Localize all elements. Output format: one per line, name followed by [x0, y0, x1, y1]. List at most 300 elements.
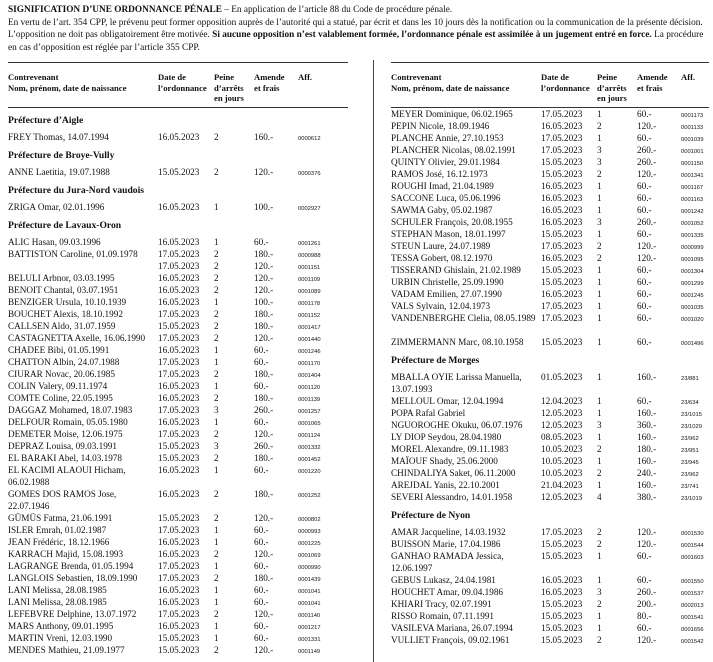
cell-date: 16.05.2023 [158, 345, 200, 355]
cell-peine: 3 [597, 217, 602, 227]
intro-subtitle: – En application de l’article 88 du Code de procédure pénale. [221, 5, 453, 15]
table-row [8, 512, 348, 524]
cell-date: 16.05.2023 [158, 237, 200, 247]
table-row [8, 572, 348, 584]
cell-amende: 260.- [637, 157, 657, 167]
cell-amende: 60.- [637, 623, 652, 633]
cell-aff: 0001541 [681, 615, 704, 621]
cell-amende: 60.- [254, 585, 269, 595]
cell-peine: 1 [214, 345, 219, 355]
cell-peine: 2 [214, 513, 219, 523]
cell-peine: 2 [597, 121, 602, 131]
cell-amende: 180.- [254, 309, 274, 319]
cell-peine: 2 [597, 169, 602, 179]
cell-name: AREJDAL Yanis, 22.10.2001 [391, 480, 500, 490]
table-row [391, 610, 709, 622]
cell-name: SACCONE Luca, 05.06.1996 [391, 193, 501, 203]
cell-aff: 0001542 [681, 639, 704, 645]
table-row [8, 416, 348, 428]
cell-date: 16.05.2023 [158, 489, 200, 499]
cell-amende: 60.- [637, 575, 652, 585]
cell-aff: 23/634 [681, 400, 699, 406]
cell-date: 15.05.2023 [541, 169, 583, 179]
cell-aff: 0001341 [681, 173, 704, 179]
cell-date: 17.05.2023 [158, 261, 200, 271]
cell-name: GEBUS Lukasz, 24.04.1981 [391, 575, 496, 585]
cell-peine: 2 [214, 249, 219, 259]
cell-amende: 120.- [254, 167, 274, 177]
table-row [8, 356, 348, 368]
header-peine: Peine d’arrêts en jours [597, 72, 627, 103]
cell-aff: 0001095 [681, 257, 704, 263]
cell-peine: 2 [214, 645, 219, 655]
table-row [391, 407, 709, 419]
table-header [8, 62, 348, 108]
cell-aff: 0001225 [298, 541, 321, 547]
table-row [8, 488, 348, 512]
cell-date: 17.05.2023 [158, 249, 200, 259]
cell-name: DAGGAZ Mohamed, 18.07.1983 [8, 405, 133, 415]
cell-aff: 0000999 [681, 245, 704, 251]
cell-date: 10.05.2023 [541, 444, 583, 454]
table-row [391, 108, 709, 120]
cell-name: MBALLA OYIE Larissa Manuella, 13.07.1993 [391, 372, 522, 394]
cell-peine: 1 [597, 109, 602, 119]
cell-amende: 120.- [254, 285, 274, 295]
cell-date: 17.05.2023 [158, 405, 200, 415]
cell-amende: 260.- [637, 587, 657, 597]
cell-amende: 120.- [254, 645, 274, 655]
table-row [391, 538, 709, 550]
cell-peine: 2 [597, 444, 602, 454]
cell-name: BENZIGER Ursula, 10.10.1939 [8, 297, 127, 307]
cell-name: KHIARI Tracy, 02.07.1991 [391, 599, 492, 609]
cell-peine: 2 [214, 167, 219, 177]
cell-aff: 0001001 [681, 149, 704, 155]
cell-amende: 80.- [637, 611, 652, 621]
cell-amende: 160.- [637, 456, 657, 466]
cell-peine: 2 [214, 333, 219, 343]
table-row [8, 584, 348, 596]
cell-amende: 160.- [637, 432, 657, 442]
header-aff: Aff. [298, 72, 313, 82]
cell-peine: 1 [597, 229, 602, 239]
cell-date: 16.05.2023 [158, 465, 200, 475]
cell-name: KARRACH Majid, 15.08.1993 [8, 549, 124, 559]
cell-aff: 0000990 [298, 565, 321, 571]
cell-date: 16.05.2023 [541, 253, 583, 263]
cell-name: LANI Melissa, 28.08.1985 [8, 597, 107, 607]
cell-name: LAGRANGE Brenda, 01.05.1994 [8, 561, 134, 571]
cell-aff: 0001039 [681, 137, 704, 143]
header-date: Date de l’ordonnance [158, 72, 207, 93]
cell-peine: 1 [214, 237, 219, 247]
table-row [8, 284, 348, 296]
cell-date: 21.04.2023 [541, 480, 583, 490]
cell-peine: 2 [597, 253, 602, 263]
cell-name: COLIN Valery, 09.11.1974 [8, 381, 108, 391]
cell-peine: 1 [214, 621, 219, 631]
table-row [391, 300, 709, 312]
cell-date: 16.05.2023 [541, 181, 583, 191]
table-row [391, 168, 709, 180]
cell-name: JEAN Frédéric, 18.12.1966 [8, 537, 110, 547]
cell-amende: 260.- [637, 217, 657, 227]
cell-peine: 1 [597, 313, 602, 323]
cell-name: DEMETER Moise, 12.06.1975 [8, 429, 123, 439]
cell-amende: 120.- [254, 429, 274, 439]
cell-date: 16.05.2023 [158, 393, 200, 403]
table-row [8, 644, 348, 656]
cell-name: ANNE Laetitia, 19.07.1988 [8, 167, 110, 177]
header-peine: Peine d’arrêts en jours [214, 72, 244, 103]
table-row [391, 252, 709, 264]
cell-aff: 0001124 [298, 433, 321, 439]
cell-peine: 3 [214, 405, 219, 415]
cell-date: 15.05.2023 [158, 441, 200, 451]
cell-name: GANHAO RAMADA Jessica, 12.06.1997 [391, 551, 504, 573]
intro-bold-text: Si aucune opposition n’est valablement formée, l’ordonnance pénale est assimilée à un jugement entré en force. [212, 30, 652, 41]
cell-aff: 23/962 [681, 472, 699, 478]
table-row [391, 192, 709, 204]
cell-peine: 1 [597, 133, 602, 143]
cell-date: 16.05.2023 [158, 381, 200, 391]
cell-peine: 1 [597, 611, 602, 621]
cell-name: TESSA Gobert, 08.12.1970 [391, 253, 493, 263]
cell-amende: 60.- [254, 633, 269, 643]
intro-paragraph [8, 4, 704, 54]
cell-date: 15.05.2023 [158, 633, 200, 643]
cell-aff: 0001041 [298, 589, 321, 595]
table-row [8, 272, 348, 284]
prefecture-heading: Préfecture de Morges [391, 355, 480, 366]
cell-amende: 60.- [254, 465, 269, 475]
cell-peine: 1 [597, 337, 602, 347]
intro-text-end: La procédure en cas d’opposition est réglée par l’article 355 CPP. [8, 30, 704, 53]
table-row [8, 380, 348, 392]
cell-aff: 0001150 [681, 161, 704, 167]
table-row [391, 204, 709, 216]
cell-peine: 1 [597, 480, 602, 490]
cell-date: 10.05.2023 [541, 468, 583, 478]
table-row [391, 180, 709, 192]
cell-amende: 60.- [254, 537, 269, 547]
cell-name: POPA Rafal Gabriel [391, 408, 466, 418]
cell-peine: 1 [214, 633, 219, 643]
cell-name: BOUCHET Alexis, 18.10.1992 [8, 309, 123, 319]
table-row [391, 144, 709, 156]
cell-amende: 160.- [637, 408, 657, 418]
header-amende: Amende et frais [254, 72, 285, 93]
cell-peine: 2 [597, 468, 602, 478]
cell-aff: 0001440 [298, 337, 321, 343]
cell-peine: 2 [214, 453, 219, 463]
cell-amende: 120.- [254, 549, 274, 559]
cell-aff: 0002927 [298, 206, 321, 212]
table-row [391, 491, 709, 503]
cell-peine: 1 [597, 181, 602, 191]
header-name: Contrevenant Nom, prénom, date de naissance [8, 72, 127, 93]
cell-aff: 0001261 [298, 241, 321, 247]
cell-peine: 2 [214, 321, 219, 331]
cell-name: ALIC Hasan, 09.03.1996 [8, 237, 101, 247]
cell-date: 16.05.2023 [158, 285, 200, 295]
header-amende: Amende et frais [637, 72, 668, 93]
cell-aff: 0001152 [298, 313, 321, 319]
cell-amende: 180.- [637, 444, 657, 454]
cell-name: ZRIGA Omar, 02.01.1996 [8, 202, 105, 212]
cell-aff: 0001020 [681, 317, 704, 323]
cell-date: 16.05.2023 [158, 537, 200, 547]
table-row [391, 455, 709, 467]
cell-name: PEPIN Nicole, 18.09.1946 [391, 121, 490, 131]
cell-amende: 60.- [254, 357, 269, 367]
cell-date: 01.05.2023 [541, 372, 583, 382]
cell-aff: 0001163 [681, 197, 704, 203]
table-row [8, 320, 348, 332]
cell-amende: 60.- [254, 345, 269, 355]
cell-aff: 0001167 [681, 185, 704, 191]
cell-amende: 120.- [254, 513, 274, 523]
cell-aff: 0001173 [681, 113, 704, 119]
cell-aff: 0001252 [298, 493, 321, 499]
cell-name: GOMES DOS RAMOS Jose, 22.07.1946 [8, 489, 117, 511]
cell-aff: 0001332 [298, 445, 321, 451]
cell-date: 17.05.2023 [158, 561, 200, 571]
cell-name: TISSERAND Ghislain, 21.02.1989 [391, 265, 521, 275]
cell-name: ROUGHI Imad, 21.04.1989 [391, 181, 494, 191]
cell-peine: 2 [214, 489, 219, 499]
prefecture-heading: Préfecture du Jura-Nord vaudois [8, 185, 144, 196]
cell-name: STEUN Laure, 24.07.1989 [391, 241, 491, 251]
table-row [391, 216, 709, 228]
cell-amende: 120.- [254, 333, 274, 343]
cell-amende: 160.- [637, 480, 657, 490]
cell-peine: 1 [214, 381, 219, 391]
cell-date: 17.05.2023 [158, 609, 200, 619]
table-row [8, 404, 348, 416]
cell-date: 15.05.2023 [541, 635, 583, 645]
cell-name: BENOIT Chantal, 03.07.1951 [8, 285, 119, 295]
cell-peine: 2 [214, 573, 219, 583]
cell-peine: 3 [597, 145, 602, 155]
cell-peine: 1 [214, 357, 219, 367]
cell-aff: 0001304 [681, 269, 704, 275]
cell-date: 17.05.2023 [158, 429, 200, 439]
table-row [391, 419, 709, 431]
cell-peine: 1 [597, 289, 602, 299]
cell-date: 15.05.2023 [541, 623, 583, 633]
cell-date: 12.05.2023 [541, 420, 583, 430]
cell-peine: 2 [597, 599, 602, 609]
cell-name: MARTIN Vreni, 12.03.1990 [8, 633, 113, 643]
cell-aff: 0000802 [298, 517, 321, 523]
cell-amende: 60.- [637, 181, 652, 191]
cell-name: VALS Sylvain, 12.04.1973 [391, 301, 491, 311]
cell-aff: 0001537 [681, 591, 704, 597]
cell-aff: 0000612 [298, 136, 321, 142]
cell-name: NGUOROGHE Okuku, 06.07.1976 [391, 420, 523, 430]
cell-peine: 2 [214, 273, 219, 283]
cell-amende: 60.- [254, 381, 269, 391]
cell-peine: 1 [214, 585, 219, 595]
prefecture-heading: Préfecture de Broye-Vully [8, 150, 115, 161]
table-row [8, 608, 348, 620]
cell-peine: 1 [597, 396, 602, 406]
cell-date: 17.05.2023 [158, 525, 200, 535]
cell-peine: 1 [597, 432, 602, 442]
cell-amende: 100.- [254, 202, 274, 212]
cell-name: LEFEBVRE Delphine, 13.07.1972 [8, 609, 137, 619]
cell-name: VADAM Emilien, 27.07.1990 [391, 289, 502, 299]
cell-peine: 1 [597, 193, 602, 203]
table-row [8, 536, 348, 548]
cell-aff: 0001452 [298, 457, 321, 463]
cell-date: 15.05.2023 [541, 277, 583, 287]
cell-aff: 23/741 [681, 484, 699, 490]
table-row [391, 371, 709, 395]
cell-aff: 23/1029 [681, 424, 702, 430]
cell-name: CIURAR Novac, 20.06.1985 [8, 369, 115, 379]
cell-peine: 1 [597, 551, 602, 561]
cell-aff: 0001331 [298, 637, 321, 643]
table-row [8, 548, 348, 560]
table-row [391, 634, 709, 646]
cell-amende: 60.- [637, 193, 652, 203]
cell-aff: 0001178 [298, 301, 321, 307]
cell-amende: 180.- [254, 249, 274, 259]
header-aff: Aff. [681, 72, 696, 82]
cell-aff: 0001530 [681, 531, 704, 537]
cell-peine: 1 [597, 277, 602, 287]
cell-name: STEPHAN Mason, 18.01.1997 [391, 229, 506, 239]
cell-aff: 0001439 [298, 577, 321, 583]
intro-title: SIGNIFICATION D’UNE ORDONNANCE PÉNALE [8, 5, 222, 15]
table-row [8, 131, 348, 143]
cell-date: 16.05.2023 [158, 297, 200, 307]
cell-aff: 0001299 [681, 281, 704, 287]
cell-name: CALLSEN Aldo, 31.07.1959 [8, 321, 116, 331]
cell-name: CASTAGNETTA Axelle, 16.06.1990 [8, 333, 146, 343]
cell-name: SAWMA Gaby, 05.02.1987 [391, 205, 493, 215]
cell-date: 15.05.2023 [541, 599, 583, 609]
table-row [8, 428, 348, 440]
cell-amende: 60.- [254, 525, 269, 535]
prefecture-heading: Préfecture d’Aigle [8, 115, 84, 126]
cell-name: ZIMMERMANN Marc, 08.10.1958 [391, 337, 524, 347]
cell-name: MEYER Dominique, 06.02.1965 [391, 109, 513, 119]
table-row [8, 464, 348, 488]
cell-peine: 1 [597, 372, 602, 382]
cell-name: QUINTY Olivier, 29.01.1984 [391, 157, 500, 167]
cell-name: ISLER Emrah, 01.02.1987 [8, 525, 107, 535]
table-row [391, 598, 709, 610]
cell-date: 17.05.2023 [158, 357, 200, 367]
cell-date: 15.05.2023 [541, 539, 583, 549]
cell-date: 16.05.2023 [541, 587, 583, 597]
cell-amende: 180.- [254, 453, 274, 463]
cell-aff: 0001257 [298, 409, 321, 415]
cell-aff: 0001404 [298, 373, 321, 379]
cell-amende: 120.- [637, 241, 657, 251]
table-row [8, 296, 348, 308]
cell-aff: 0001149 [298, 649, 321, 655]
cell-aff: 0001109 [298, 277, 321, 283]
cell-amende: 60.- [637, 277, 652, 287]
cell-date: 15.05.2023 [158, 321, 200, 331]
cell-aff: 23/951 [681, 448, 699, 454]
cell-date: 17.05.2023 [541, 109, 583, 119]
cell-amende: 60.- [637, 551, 652, 561]
cell-aff: 0001089 [298, 289, 321, 295]
cell-amende: 60.- [637, 337, 652, 347]
cell-name: VULLIET François, 09.02.1961 [391, 635, 510, 645]
cell-name: SEVERI Alessandro, 14.01.1958 [391, 492, 513, 502]
cell-aff: 0000988 [298, 253, 321, 259]
cell-peine: 2 [214, 549, 219, 559]
cell-aff: 0001544 [681, 543, 704, 549]
cell-amende: 100.- [254, 297, 274, 307]
cell-amende: 60.- [254, 417, 269, 427]
cell-peine: 1 [214, 417, 219, 427]
cell-date: 12.04.2023 [541, 396, 583, 406]
cell-name: MENDES Mathieu, 21.09.1977 [8, 645, 125, 655]
cell-aff: 0001065 [298, 421, 321, 427]
cell-amende: 260.- [254, 441, 274, 451]
cell-aff: 23/962 [681, 436, 699, 442]
cell-date: 16.05.2023 [158, 597, 200, 607]
cell-aff: 0001041 [298, 601, 321, 607]
cell-amende: 60.- [637, 205, 652, 215]
table-row [391, 132, 709, 144]
table-row [391, 120, 709, 132]
cell-aff: 0001550 [681, 579, 704, 585]
table-row [391, 240, 709, 252]
cell-peine: 3 [597, 157, 602, 167]
cell-aff: 0001140 [298, 613, 321, 619]
table-row [391, 312, 709, 336]
table-row [391, 586, 709, 598]
cell-aff: 0001656 [681, 627, 704, 633]
cell-name: MELLOUL Omar, 12.04.1994 [391, 396, 504, 406]
cell-date: 16.05.2023 [541, 289, 583, 299]
table-row [8, 344, 348, 356]
cell-name: URBIN Christelle, 25.09.1990 [391, 277, 504, 287]
cell-peine: 4 [597, 492, 602, 502]
cell-date: 16.05.2023 [158, 132, 200, 142]
cell-amende: 380.- [637, 492, 657, 502]
table-row [8, 368, 348, 380]
cell-date: 15.05.2023 [541, 337, 583, 347]
cell-date: 15.05.2023 [541, 611, 583, 621]
cell-peine: 1 [597, 301, 602, 311]
cell-peine: 2 [214, 393, 219, 403]
prefecture-heading: Préfecture de Lavaux-Oron [8, 220, 122, 231]
cell-amende: 60.- [254, 561, 269, 571]
cell-amende: 60.- [637, 133, 652, 143]
cell-date: 12.05.2023 [541, 408, 583, 418]
cell-name: COMTE Coline, 22.05.1995 [8, 393, 113, 403]
cell-name: GÜMÜS Fatma, 21.06.1991 [8, 513, 113, 523]
table-row [391, 574, 709, 586]
intro-text: En vertu de l’art. 354 CPP, le prévenu peut former opposition auprès de l’autorité qui a statué, par écrit et dans les 10 jours dès la notification ou la communication de la présente décision. L’opposition ne doit pas obligatoirement être motivée. [8, 17, 703, 41]
cell-date: 15.05.2023 [541, 157, 583, 167]
cell-date: 17.05.2023 [158, 309, 200, 319]
table-header [391, 62, 709, 108]
header-date: Date de l’ordonnance [541, 72, 590, 93]
cell-amende: 120.- [637, 527, 657, 537]
cell-peine: 2 [214, 132, 219, 142]
